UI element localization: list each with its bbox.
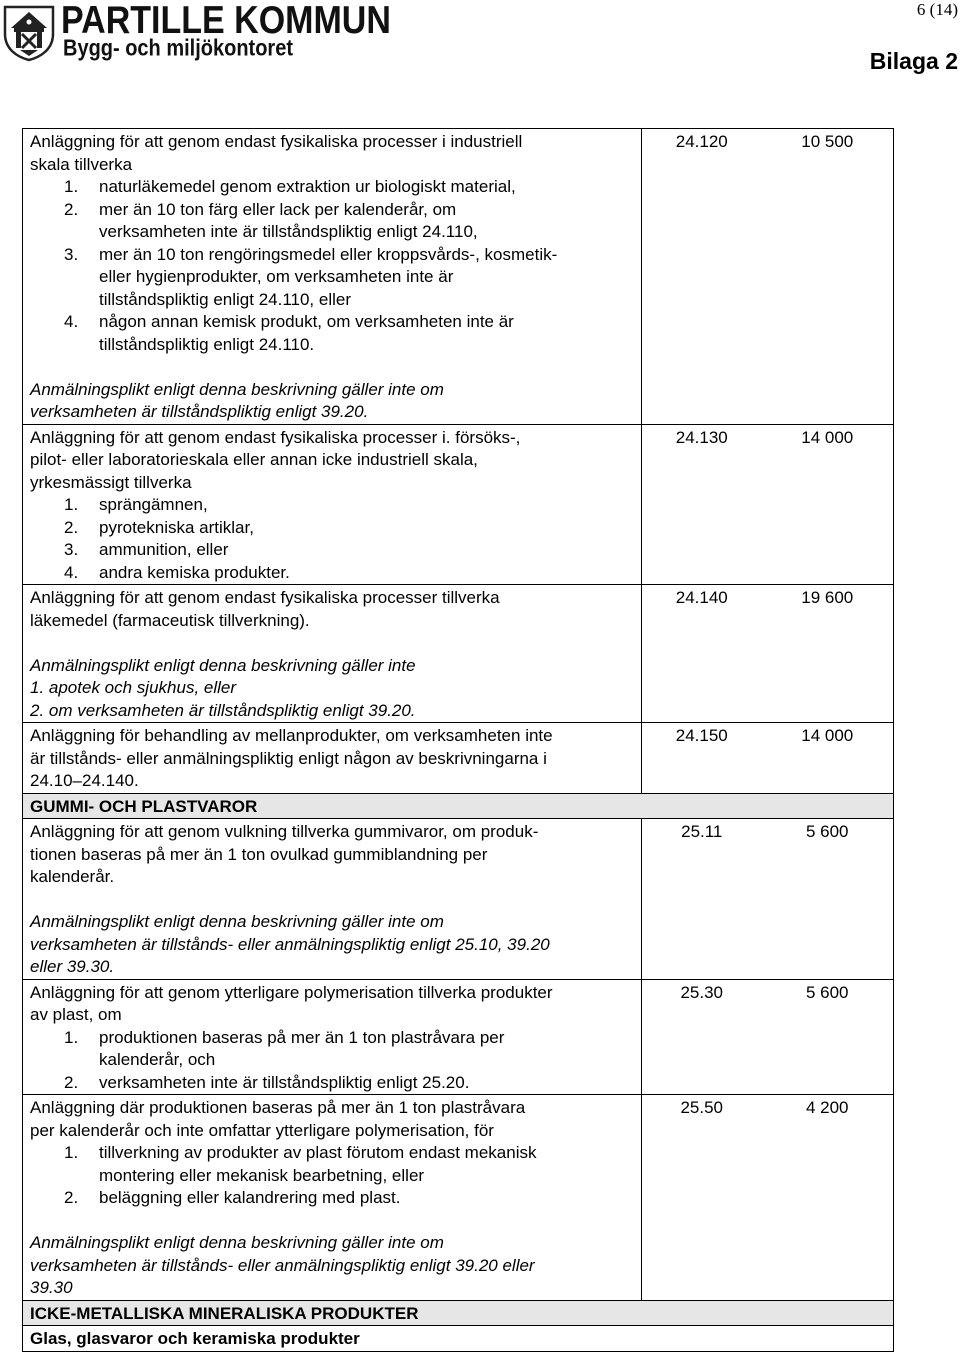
activity-code: 24.120 [642,129,762,425]
list-number: 4. [64,312,79,331]
subsection-heading-row [23,1326,894,1352]
description-line: Anläggning för att genom endast fysikaliska processer i. försöks-, [30,427,521,447]
list-item-line: naturläkemedel genom extraktion ur biologiskt material, [99,177,516,196]
list-item-line: ammunition, eller [99,540,229,559]
list-item-line: tillståndspliktig enligt 24.110, eller [99,289,351,309]
description-cell [23,979,642,1095]
list-number: 1. [64,1143,79,1162]
exemption-note [30,655,641,723]
list-item-line: kalenderår, och [99,1050,216,1069]
table-row [23,723,894,794]
note-line: 2. om verksamheten är tillståndspliktig enligt 39.20. [30,700,416,720]
list-item-line: mer än 10 ton färg eller lack per kalenderår, om [99,199,457,219]
description-line: läkemedel (farmaceutisk tillverkning). [30,610,310,630]
description-line: kalenderår. [30,867,115,886]
exemption-note [30,379,641,424]
list-item [30,562,641,585]
list-item [30,311,641,356]
list-item [30,244,641,312]
list-item-line: någon annan kemisk produkt, om verksamheten inte är [99,312,514,331]
list-item-line: andra kemiska produkter. [99,562,290,582]
subsection-heading: Glas, glasvaror och keramiska produkter [23,1326,894,1352]
note-line: Anmälningsplikt enligt denna beskrivning gäller inte om [30,912,444,931]
list-item-line: pyrotekniska artiklar, [99,517,254,537]
note-line: 1. apotek och sjukhus, eller [30,678,237,697]
list-item-line: sprängämnen, [99,495,208,514]
table-row [23,585,894,723]
department-name: Bygg- och miljökontoret [63,35,293,62]
description-cell [23,723,642,794]
list-number: 3. [64,540,79,559]
list-number: 2. [64,1072,79,1092]
fee-amount: 4 200 [762,1095,894,1301]
note-line: verksamheten är tillstånds- eller anmälningspliktig enligt 25.10, 39.20 [30,934,550,954]
list-number: 1. [64,1027,79,1047]
list-number: 1. [64,177,79,196]
table-row [23,129,894,425]
note-line: Anmälningsplikt enligt denna beskrivning gäller inte om [30,379,444,399]
note-line: Anmälningsplikt enligt denna beskrivning gäller inte [30,655,416,675]
description-line: pilot- eller laboratorieskala eller annan icke industriell skala, [30,450,478,469]
note-line: verksamheten är tillstånds- eller anmälningspliktig enligt 39.20 eller [30,1255,535,1275]
activity-code: 24.150 [642,723,762,794]
fee-amount: 5 600 [762,819,894,980]
list-item [30,199,641,244]
fee-amount: 14 000 [762,424,894,585]
description-cell [23,1095,642,1301]
section-heading-row [23,793,894,819]
coat-of-arms-icon [2,4,56,62]
list-item [30,1027,641,1072]
fee-amount: 5 600 [762,979,894,1095]
description-line: yrkesmässigt tillverka [30,472,192,492]
activity-code: 25.30 [642,979,762,1095]
activity-code: 25.50 [642,1095,762,1301]
description-cell [23,585,642,723]
section-heading-row [23,1300,894,1326]
list-item-line: verksamheten inte är tillståndspliktig enligt 25.20. [99,1072,470,1092]
attachment-label: Bilaga 2 [869,48,958,74]
list-item [30,517,641,540]
description-line: 24.10–24.140. [30,771,139,790]
table-row [23,424,894,585]
description-line: Anläggning för att genom endast fysikaliska processer i industriell [30,132,523,151]
activity-code: 24.140 [642,585,762,723]
activity-code: 24.130 [642,424,762,585]
description-line: är tillstånds- eller anmälningspliktig enligt någon av beskrivningarna i [30,748,547,768]
description-line: Anläggning där produktionen baseras på mer än 1 ton plastråvara [30,1098,526,1117]
note-line: verksamheten är tillståndspliktig enligt 39.20. [30,402,369,421]
list-item-line: tillståndspliktig enligt 24.110. [99,334,315,354]
description-line: tionen baseras på mer än 1 ton ovulkad gummiblandning per [30,844,488,864]
table-row [23,1095,894,1301]
list-item-line: beläggning eller kalandrering med plast. [99,1188,401,1207]
description-line: av plast, om [30,1005,122,1024]
list-item-line: verksamheten inte är tillståndspliktig enligt 24.110, [99,222,478,241]
note-line: 39.30 [30,1278,73,1297]
note-line: Anmälningsplikt enligt denna beskrivning gäller inte om [30,1233,444,1252]
section-heading: GUMMI- OCH PLASTVAROR [23,793,894,819]
activity-code: 25.11 [642,819,762,980]
description-cell [23,129,642,425]
list-item-line: produktionen baseras på mer än 1 ton plastråvara per [99,1027,505,1047]
description-line: Anläggning för att genom vulkning tillverka gummivaror, om produk- [30,822,539,841]
description-line: Anläggning för att genom ytterligare polymerisation tillverka produkter [30,982,553,1002]
description-line: Anläggning för att genom endast fysikaliska processer tillverka [30,588,500,607]
activity-fee-table [22,128,894,1352]
list-item-line: eller hygienprodukter, om verksamheten inte är [99,267,454,286]
description-line: per kalenderår och inte omfattar ytterligare polymerisation, för [30,1120,494,1140]
list-item-line: mer än 10 ton rengöringsmedel eller kroppsvårds-, kosmetik- [99,244,558,264]
list-item [30,1187,641,1210]
section-heading: ICKE-METALLISKA MINERALISKA PRODUKTER [23,1300,894,1326]
description-cell [23,819,642,980]
list-item [30,1142,641,1187]
list-number: 3. [64,244,79,264]
table-row [23,819,894,980]
exemption-note [30,1232,641,1300]
fee-amount: 14 000 [762,723,894,794]
list-number: 2. [64,517,79,537]
list-item [30,176,641,199]
description-line: skala tillverka [30,154,133,174]
fee-amount: 10 500 [762,129,894,425]
list-item [30,539,641,562]
note-line: eller 39.30. [30,957,115,976]
list-item [30,494,641,517]
list-item [30,1072,641,1095]
organization-name: PARTILLE KOMMUN [61,0,391,43]
list-number: 1. [64,495,79,514]
table-row [23,979,894,1095]
page-number: 6 (14) [916,0,958,19]
list-number: 4. [64,562,79,582]
list-item-line: tillverkning av produkter av plast förutom endast mekanisk [99,1143,537,1162]
list-item-line: montering eller mekanisk bearbetning, eller [99,1165,425,1185]
description-cell [23,424,642,585]
exemption-note [30,911,641,979]
list-number: 2. [64,1188,79,1207]
list-number: 2. [64,199,79,219]
fee-amount: 19 600 [762,585,894,723]
description-line: Anläggning för behandling av mellanprodukter, om verksamheten inte [30,726,553,745]
